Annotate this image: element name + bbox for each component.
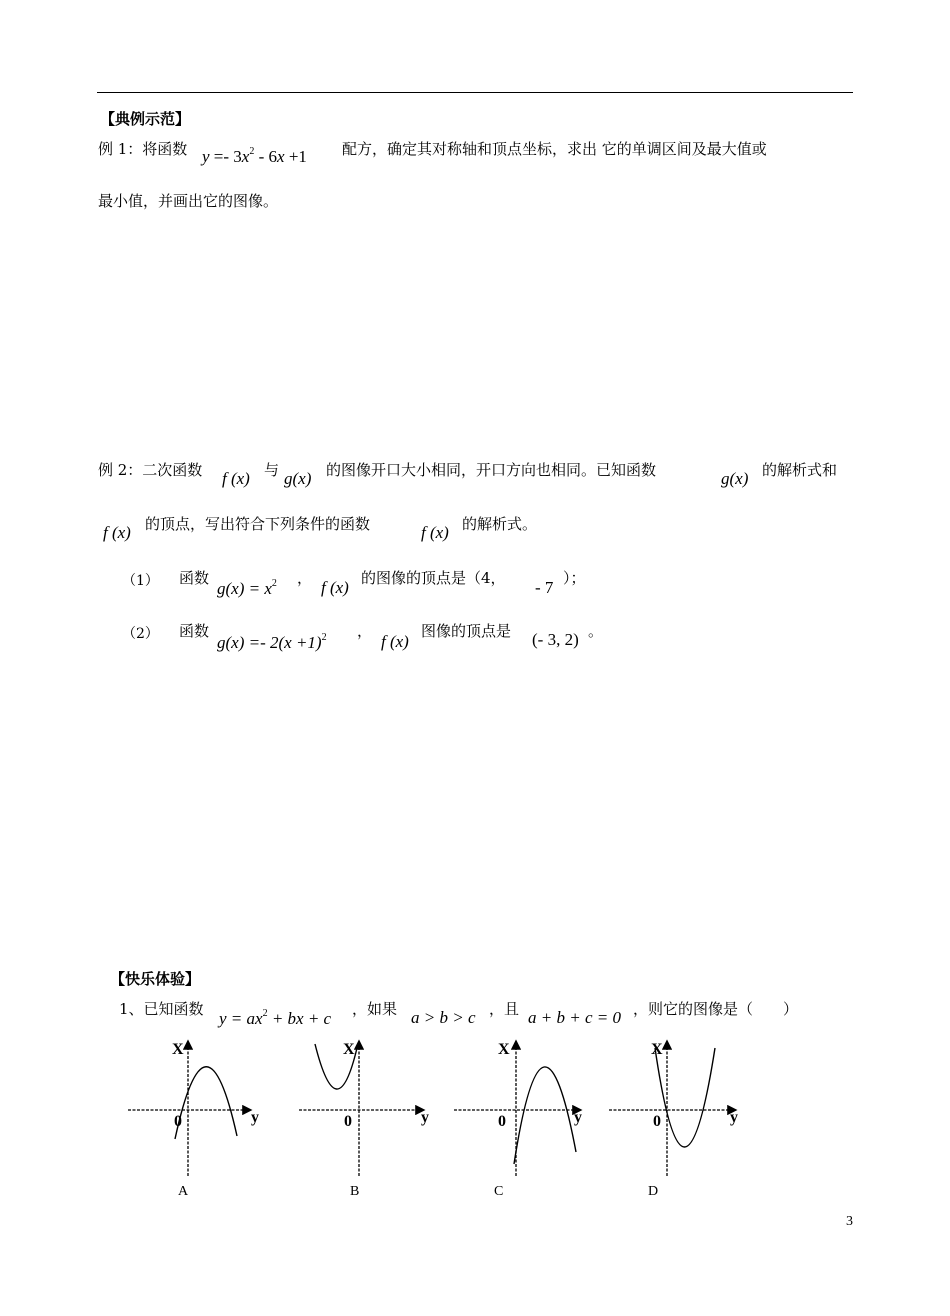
page-number: 3: [846, 1214, 853, 1229]
option-c-label[interactable]: C: [494, 1184, 504, 1199]
item2-end: 。: [588, 622, 604, 640]
example1-formula: $y =- 3x^2 - 6x +1$: [202, 146, 307, 166]
example2-prefix: 例 2：二次函数: [98, 461, 203, 479]
option-c-axis-top-label: X: [498, 1041, 510, 1058]
option-b-axis-top-label: X: [343, 1041, 355, 1058]
question1-condition: a > b > c: [411, 1008, 476, 1027]
example2-line2-f: f (x): [103, 523, 131, 542]
option-a-axis-top-label: X: [172, 1041, 184, 1058]
option-b-graph: [295, 1036, 445, 1181]
option-a-label[interactable]: A: [178, 1184, 189, 1199]
item2-vertex-value: (- 3, 2): [532, 630, 579, 649]
item1-end: ）；: [563, 569, 586, 587]
section-title-examples: 【典例示范】: [100, 110, 191, 128]
option-d-parabola: [655, 1048, 715, 1147]
example2-suffix: 的解析式和: [762, 461, 838, 479]
item2-text: 图像的顶点是: [421, 622, 512, 640]
item2-g-formula: $g(x) =- 2(x +1)^2$: [217, 632, 327, 652]
option-c-axis-right-label: y: [574, 1109, 582, 1126]
question1-and: ，且: [489, 1000, 520, 1018]
item1-text: 的图像的顶点是（4，: [361, 569, 506, 587]
item2-comma: ，: [357, 622, 373, 640]
example2-line2-f2: f (x): [421, 523, 449, 542]
option-b-origin-label: 0: [344, 1113, 352, 1130]
question1-if: ，如果: [352, 1000, 398, 1018]
option-a-origin-label: 0: [174, 1113, 182, 1130]
option-d-origin-label: 0: [653, 1113, 661, 1130]
option-c-parabola: [514, 1067, 576, 1164]
item2-number: （2）: [122, 626, 159, 642]
option-d-label[interactable]: D: [648, 1184, 659, 1199]
example1-prefix: 例 1：将函数: [98, 140, 188, 158]
item1-g-formula: $g(x) = x^2$: [217, 578, 277, 598]
option-b-axis-right-label: y: [421, 1109, 429, 1126]
example2-line2-mid: 的顶点，写出符合下列条件的函数: [145, 515, 371, 533]
item2-f: f (x): [381, 632, 409, 651]
option-a-graph: [120, 1036, 270, 1181]
example2-g2: g(x): [721, 469, 749, 488]
option-a-axis-right-label: y: [251, 1109, 259, 1126]
item1-vertex-value: - 7: [535, 578, 554, 597]
item2-label: 函数: [179, 622, 210, 640]
option-c-graph: [450, 1036, 600, 1181]
example2-mid: 的图像开口大小相同，开口方向也相同。已知函数: [326, 461, 657, 479]
option-d-graph: [605, 1036, 755, 1181]
item1-f: f (x): [321, 578, 349, 597]
example2-and: 与: [264, 461, 280, 479]
option-c-origin-label: 0: [498, 1113, 506, 1130]
example1-text: 配方，确定其对称轴和顶点坐标，求出 它的单调区间及最大值或: [342, 140, 767, 158]
example2-line2-suffix: 的解析式。: [462, 515, 538, 533]
header-rule: [97, 92, 853, 93]
question1-prefix: 1、已知函数: [119, 1000, 204, 1018]
item1-number: （1）: [122, 573, 159, 589]
question1-condition2: a + b + c = 0: [528, 1008, 621, 1027]
example1-line2: 最小值，并画出它的图像。: [98, 192, 279, 210]
item1-comma: ，: [297, 569, 313, 587]
question1-suffix: ，则它的图像是（ ）: [633, 1000, 799, 1018]
option-d-axis-right-label: y: [730, 1109, 738, 1126]
example2-g: g(x): [284, 469, 312, 488]
option-b-label[interactable]: B: [350, 1184, 360, 1199]
option-a-parabola: [175, 1067, 237, 1139]
item1-label: 函数: [179, 569, 210, 587]
example2-f: f (x): [222, 469, 250, 488]
question1-formula: $y = ax^2$ + bx + c: [219, 1008, 332, 1028]
option-d-axis-top-label: X: [651, 1041, 663, 1058]
section-title-practice: 【快乐体验】: [110, 970, 201, 988]
